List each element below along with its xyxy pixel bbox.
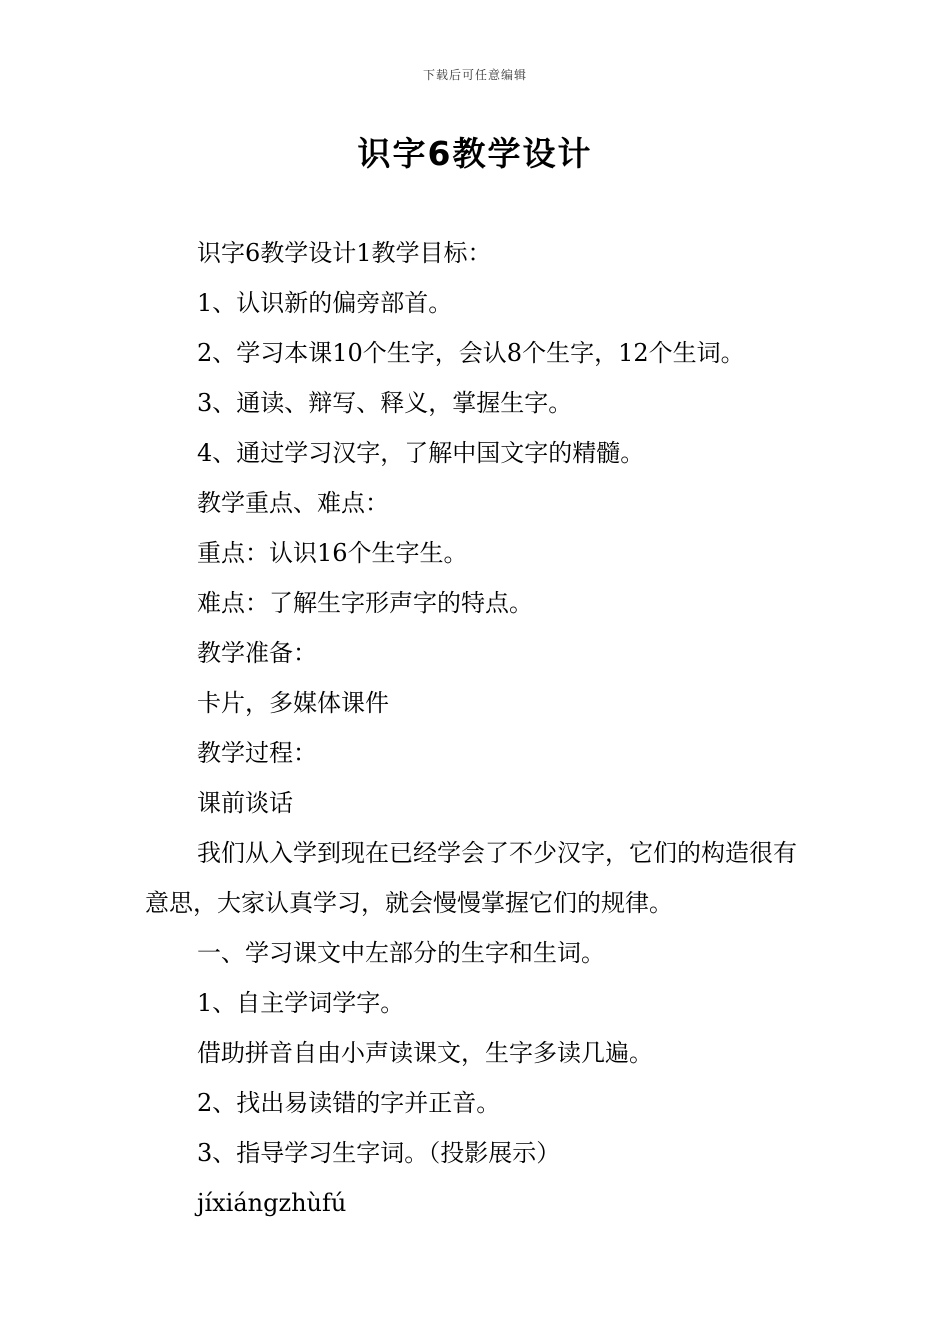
- paragraph: 借助拼音自由小声读课文，生字多读几遍。: [197, 1039, 653, 1067]
- paragraph: 3、通读、辩写、释义，掌握生字。: [197, 389, 573, 417]
- paragraph: 2、学习本课10个生字，会认8个生字，12个生词。: [197, 339, 745, 367]
- paragraph: 1、认识新的偏旁部首。: [197, 289, 453, 317]
- paragraph: 识字6教学设计1教学目标：: [197, 239, 492, 267]
- paragraph: 1、自主学词学字。: [197, 989, 405, 1017]
- paragraph: 3、指导学习生字词。（投影展示）: [197, 1139, 561, 1167]
- paragraph: 课前谈话: [197, 789, 293, 817]
- paragraph: 教学准备：: [197, 639, 317, 667]
- document-body: [145, 228, 810, 1228]
- paragraph: 4、通过学习汉字，了解中国文字的精髓。: [197, 439, 645, 467]
- paragraph: 难点：了解生字形声字的特点。: [197, 589, 533, 617]
- paragraph: jíxiángzhùfú: [197, 1189, 347, 1217]
- paragraph: 一、学习课文中左部分的生字和生词。: [197, 939, 605, 967]
- paragraph: 卡片，多媒体课件: [197, 689, 389, 717]
- header-note: 下载后可任意编辑: [422, 68, 527, 82]
- paragraph: 教学重点、难点：: [197, 489, 389, 517]
- document-title: 识字6教学设计: [357, 134, 593, 173]
- paragraph: 重点：认识16个生字生。: [197, 539, 468, 567]
- paragraph: 我们从入学到现在已经学会了不少汉字，它们的构造很有意思，大家认真学习，就会慢慢掌握它们的规律。: [145, 839, 797, 917]
- paragraph: 2、找出易读错的字并正音。: [197, 1089, 501, 1117]
- paragraph: 教学过程：: [197, 739, 317, 767]
